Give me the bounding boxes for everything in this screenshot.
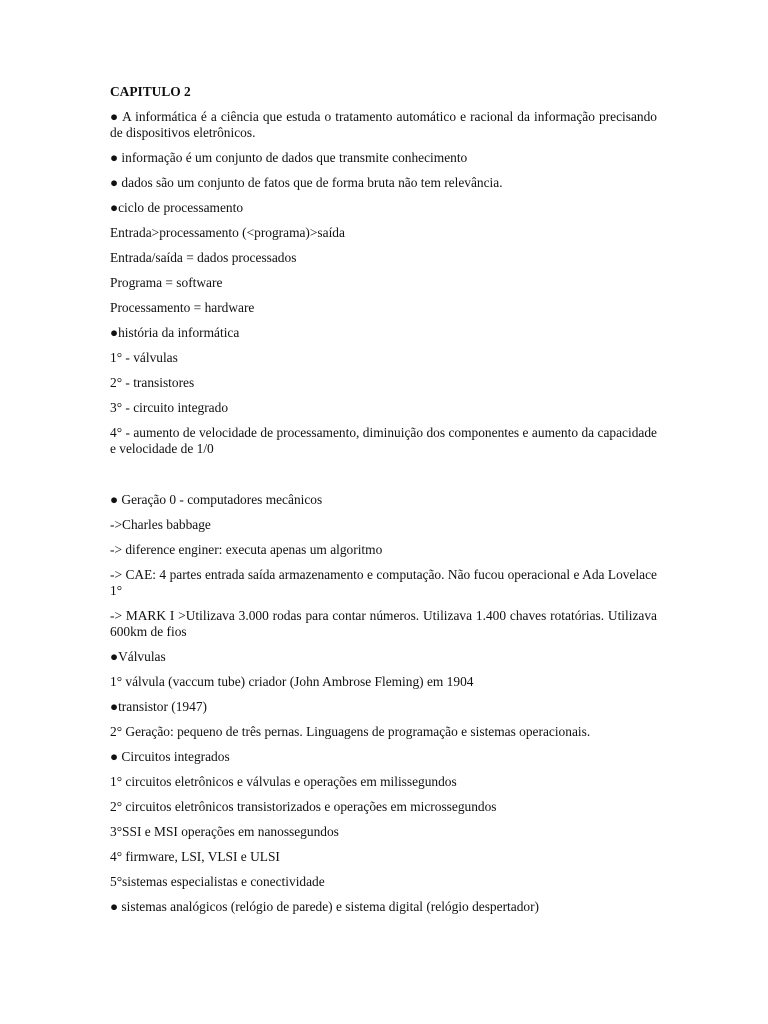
paragraph: ● dados são um conjunto de fatos que de forma bruta não tem relevância. <box>110 175 503 190</box>
paragraph: 3° - circuito integrado <box>110 400 229 415</box>
paragraph: ●ciclo de processamento <box>110 200 244 215</box>
paragraph: 5°sistemas especialistas e conectividade <box>110 874 325 889</box>
paragraph: ● informação é um conjunto de dados que transmite conhecimento <box>110 150 468 165</box>
paragraph: ->Charles babbage <box>110 517 211 532</box>
paragraph: ●Válvulas <box>110 649 166 664</box>
paragraph: 1° circuitos eletrônicos e válvulas e operações em milissegundos <box>110 774 457 789</box>
paragraph: 2° - transistores <box>110 375 195 390</box>
paragraph: 1° válvula (vaccum tube) criador (John Ambrose Fleming) em 1904 <box>110 674 474 689</box>
paragraph: -> MARK I >Utilizava 3.000 rodas para contar números. Utilizava 1.400 chaves rotatórias. Utilizava 600km de fios <box>110 608 657 639</box>
paragraph: ● A informática é a ciência que estuda o tratamento automático e racional da informação precisando de dispositivos eletrônicos. <box>110 109 657 140</box>
paragraph: Entrada>processamento (<programa)>saída <box>110 225 345 240</box>
paragraph: 4° - aumento de velocidade de processamento, diminuição dos componentes e aumento da capacidade e velocidade de 1/0 <box>110 425 657 456</box>
paragraph: ● Geração 0 - computadores mecânicos <box>110 492 323 507</box>
paragraph: -> diference enginer: executa apenas um algoritmo <box>110 542 383 557</box>
paragraph: 3°SSI e MSI operações em nanossegundos <box>110 824 339 839</box>
paragraph: Processamento = hardware <box>110 300 255 315</box>
paragraph: 2° Geração: pequeno de três pernas. Linguagens de programação e sistemas operacionais. <box>110 724 591 739</box>
paragraph: 4° firmware, LSI, VLSI e ULSI <box>110 849 280 864</box>
chapter-title: CAPITULO 2 <box>110 84 191 99</box>
paragraph: 1° - válvulas <box>110 350 178 365</box>
paragraph: -> CAE: 4 partes entrada saída armazenamento e computação. Não fucou operacional e Ada Lovelace 1° <box>110 567 657 598</box>
paragraph: 2° circuitos eletrônicos transistorizados e operações em microssegundos <box>110 799 497 814</box>
paragraph: ●transistor (1947) <box>110 699 207 714</box>
paragraph: Entrada/saída = dados processados <box>110 250 297 265</box>
paragraph: ● sistemas analógicos (relógio de parede) e sistema digital (relógio despertador) <box>110 899 540 914</box>
paragraph: ● Circuitos integrados <box>110 749 230 764</box>
document-page <box>110 84 657 924</box>
paragraph: Programa = software <box>110 275 223 290</box>
paragraph: ●história da informática <box>110 325 240 340</box>
